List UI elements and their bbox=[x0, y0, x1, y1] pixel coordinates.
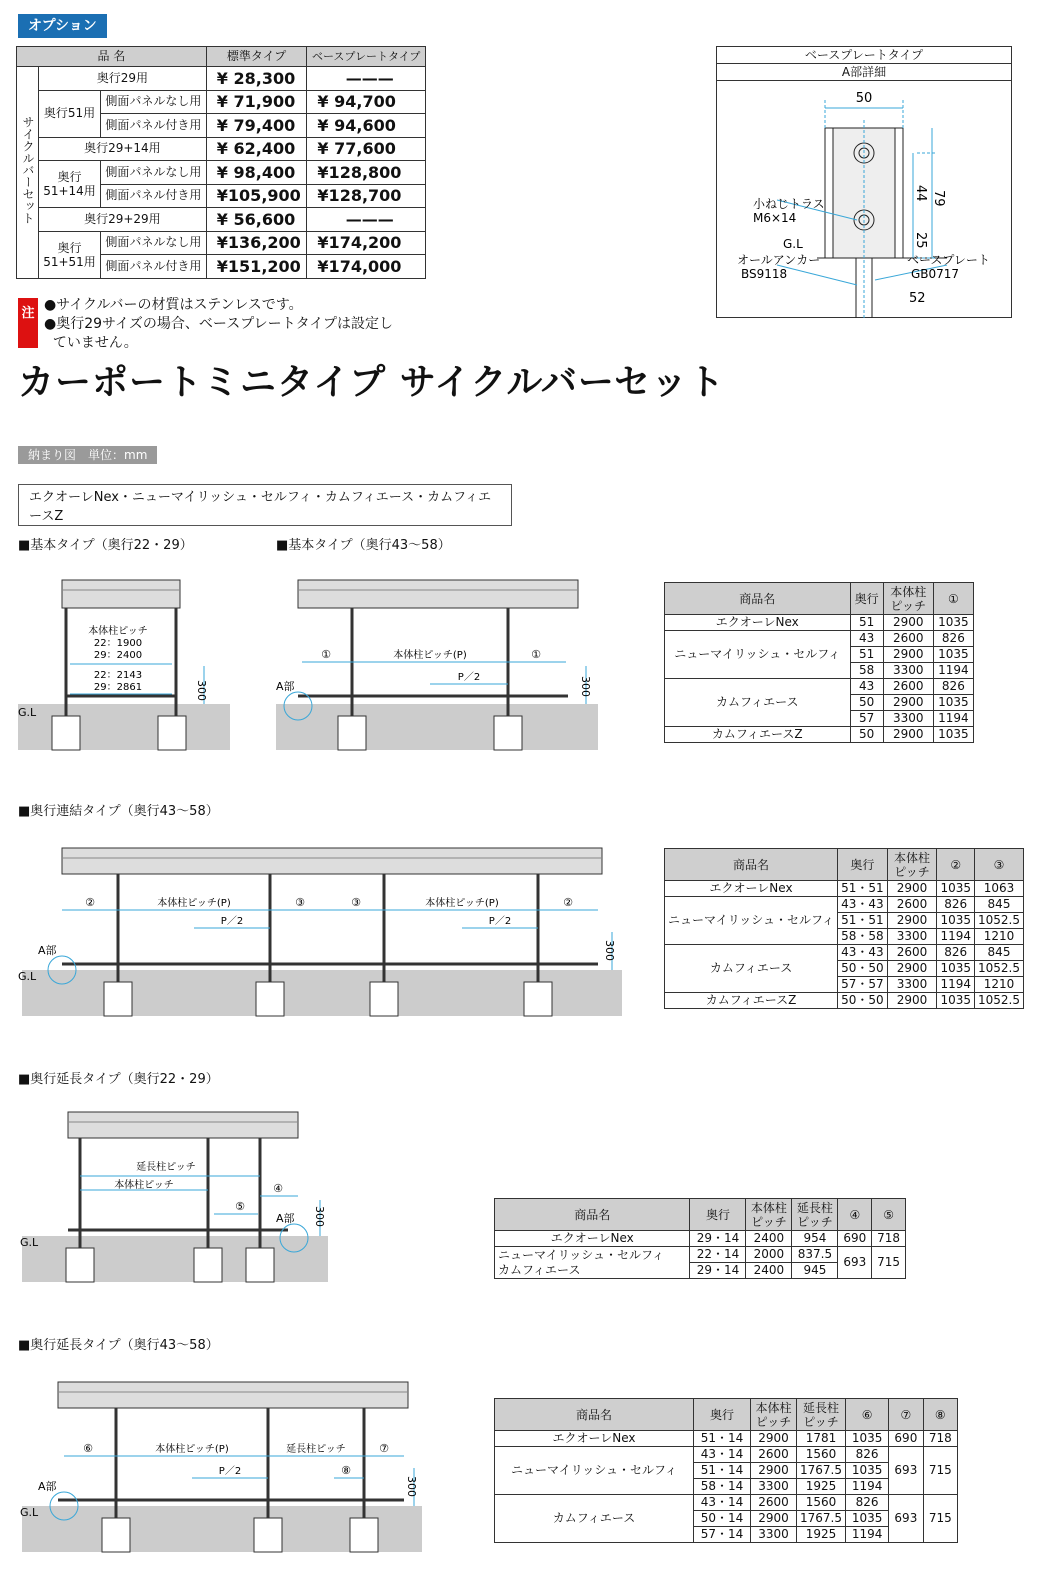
cell: 826 bbox=[937, 945, 975, 961]
cell: 1210 bbox=[975, 929, 1024, 945]
diagram-basic-43-58 bbox=[276, 556, 606, 756]
cell: ニューマイリッシュ・セルフィ bbox=[665, 631, 851, 679]
th: 延長柱ピッチ bbox=[797, 1399, 846, 1431]
cell: 57・14 bbox=[694, 1527, 751, 1543]
page-title: カーポートミニタイプ サイクルバーセット bbox=[18, 362, 726, 403]
label-pitch: 本体柱ピッチ bbox=[88, 626, 148, 637]
cell: 43 bbox=[850, 631, 883, 647]
cell: 51 bbox=[850, 647, 883, 663]
cell: 43・14 bbox=[694, 1495, 751, 1511]
install-label: 納まり図 単位：mm bbox=[18, 446, 157, 464]
cell: 51・14 bbox=[694, 1431, 751, 1447]
cell: エクオーレNex bbox=[665, 615, 851, 631]
price-std: ¥ 62,400 bbox=[206, 137, 307, 161]
label-c2: ② bbox=[85, 896, 95, 909]
cell: 1194 bbox=[937, 977, 975, 993]
note-line: ●奥行29サイズの場合、ベースプレートタイプは設定し bbox=[44, 316, 393, 332]
cell: 29・14 bbox=[690, 1263, 746, 1279]
cell: 845 bbox=[975, 897, 1024, 913]
price-std: ¥ 71,900 bbox=[206, 90, 307, 114]
note-mark: 注 bbox=[18, 298, 38, 348]
label-ext-pitch: 延長柱ピッチ bbox=[136, 1162, 196, 1173]
th: ⑦ bbox=[889, 1399, 923, 1431]
screw-spec: M6×14 bbox=[753, 211, 797, 225]
cell: 826 bbox=[933, 631, 973, 647]
label-pitch22: 22：1900 bbox=[93, 638, 143, 649]
cell: 1194 bbox=[933, 711, 973, 727]
row-variant: 側面パネル付き用 bbox=[101, 255, 207, 279]
cell: 826 bbox=[846, 1495, 889, 1511]
cell: 2600 bbox=[887, 945, 937, 961]
cell: 2900 bbox=[751, 1511, 797, 1527]
cell: 2900 bbox=[887, 913, 937, 929]
label-a-part: A部 bbox=[38, 1480, 57, 1493]
cell: エクオーレNex bbox=[495, 1431, 694, 1447]
price-std: ¥ 56,600 bbox=[206, 208, 307, 232]
cell: 954 bbox=[792, 1231, 838, 1247]
price-base: ¥ 77,600 bbox=[307, 137, 426, 161]
dim-52: 52 bbox=[909, 291, 926, 306]
row-variant: 側面パネル付き用 bbox=[101, 184, 207, 208]
header-standard: 標準タイプ bbox=[206, 47, 307, 67]
product-line: エクオーレNex・ニューマイリッシュ・セルフィ・カムフィエース・カムフィエースZ bbox=[18, 484, 512, 526]
cell: 1194 bbox=[937, 929, 975, 945]
note-line: ていません。 bbox=[44, 335, 138, 351]
cell: 1194 bbox=[933, 663, 973, 679]
cell: 1052.5 bbox=[975, 993, 1024, 1009]
cell: エクオーレNex bbox=[665, 881, 838, 897]
label-pitch: 本体柱ピッチ bbox=[114, 1180, 174, 1191]
diagram-extension-43-58 bbox=[18, 1360, 438, 1556]
label-pitch29: 29：2400 bbox=[93, 650, 143, 661]
cell: 3300 bbox=[751, 1527, 797, 1543]
price-base: ¥128,800 bbox=[307, 161, 426, 185]
cell: 2900 bbox=[883, 727, 933, 743]
dim-50: 50 bbox=[855, 91, 873, 106]
th: ⑧ bbox=[923, 1399, 957, 1431]
label-pitch-p: 本体柱ピッチ(P) bbox=[157, 898, 231, 909]
group-label: サイクルバーセット bbox=[21, 116, 35, 225]
price-std: ¥136,200 bbox=[206, 231, 307, 255]
label-300: 300 bbox=[405, 1476, 418, 1497]
cell: 1925 bbox=[797, 1479, 846, 1495]
plate-spec: GB0717 bbox=[911, 267, 960, 281]
cell: 1560 bbox=[797, 1447, 846, 1463]
label-300: 300 bbox=[313, 1206, 326, 1227]
diagram-basic-22-29 bbox=[18, 556, 248, 756]
spec-table-3 bbox=[494, 1198, 906, 1279]
row-depth: 奥行29用 bbox=[39, 67, 207, 91]
cell: 693 bbox=[889, 1495, 923, 1543]
label-a-part: A部 bbox=[276, 680, 295, 693]
label-gl: G.L bbox=[18, 706, 37, 719]
row-depth: 奥行 51+14用 bbox=[39, 161, 101, 208]
row-variant: 側面パネルなし用 bbox=[101, 231, 207, 255]
cell: 3300 bbox=[887, 977, 937, 993]
cell: 2600 bbox=[751, 1447, 797, 1463]
cell: 22・14 bbox=[690, 1247, 746, 1263]
cell: 1035 bbox=[846, 1511, 889, 1527]
label-c1: ① bbox=[321, 648, 331, 661]
th: 商品名 bbox=[495, 1199, 690, 1231]
cell: 715 bbox=[923, 1447, 957, 1495]
cell: カムフィエース bbox=[498, 1262, 581, 1277]
cell: 845 bbox=[975, 945, 1024, 961]
row-depth: 奥行29+14用 bbox=[39, 137, 207, 161]
cell: 1781 bbox=[797, 1431, 846, 1447]
cell: 693 bbox=[889, 1447, 923, 1495]
cell: 50・14 bbox=[694, 1511, 751, 1527]
cell: 1035 bbox=[937, 913, 975, 929]
cell: 1925 bbox=[797, 1527, 846, 1543]
th: 商品名 bbox=[665, 583, 851, 615]
label-half-p: P／2 bbox=[457, 672, 481, 683]
cell: カムフィエースZ bbox=[665, 727, 851, 743]
price-std: ¥ 28,300 bbox=[206, 67, 307, 91]
cell: ニューマイリッシュ・セルフィ bbox=[498, 1247, 665, 1262]
row-depth: 奥行51用 bbox=[39, 90, 101, 137]
option-tag: オプション bbox=[18, 14, 107, 38]
cell: 2900 bbox=[883, 615, 933, 631]
cell: 43 bbox=[850, 679, 883, 695]
label-half-p: P／2 bbox=[488, 916, 512, 927]
header-product: 品 名 bbox=[17, 47, 207, 67]
cell: 58 bbox=[850, 663, 883, 679]
th: ① bbox=[933, 583, 973, 615]
header-baseplate: ベースプレートタイプ bbox=[307, 47, 426, 67]
cell: 58・14 bbox=[694, 1479, 751, 1495]
cell: 1035 bbox=[846, 1431, 889, 1447]
cell: 2600 bbox=[883, 631, 933, 647]
th: 本体柱ピッチ bbox=[887, 849, 937, 881]
label-c8: ⑧ bbox=[341, 1464, 351, 1477]
cell: 715 bbox=[872, 1247, 906, 1279]
cell: 1210 bbox=[975, 977, 1024, 993]
label-a-part: A部 bbox=[38, 944, 57, 957]
cell: 51 bbox=[850, 615, 883, 631]
cell: 690 bbox=[889, 1431, 923, 1447]
price-base: ¥174,200 bbox=[307, 231, 426, 255]
price-base: ¥ 94,700 bbox=[307, 90, 426, 114]
cell: 1052.5 bbox=[975, 961, 1024, 977]
th: 本体柱ピッチ bbox=[883, 583, 933, 615]
cell: 1063 bbox=[975, 881, 1024, 897]
cell: 826 bbox=[933, 679, 973, 695]
cell: ニューマイリッシュ・セルフィ bbox=[665, 897, 838, 945]
cell: 2400 bbox=[746, 1231, 792, 1247]
label-c2: ② bbox=[563, 896, 573, 909]
cell: 1194 bbox=[846, 1527, 889, 1543]
section-title-3: ■奥行連結タイプ（奥行43〜58） bbox=[18, 804, 219, 819]
cell: 1035 bbox=[937, 961, 975, 977]
cell: 2900 bbox=[883, 695, 933, 711]
cell: 2900 bbox=[887, 881, 937, 897]
label-gl: G.L bbox=[18, 970, 37, 983]
cell: カムフィエース bbox=[665, 945, 838, 993]
label-pitch-p: 本体柱ピッチ(P) bbox=[155, 1444, 229, 1455]
cell: 2000 bbox=[746, 1247, 792, 1263]
cell: 2600 bbox=[751, 1495, 797, 1511]
cell: 50・50 bbox=[838, 993, 888, 1009]
cell: 2900 bbox=[887, 993, 937, 1009]
price-base: ¥ 94,600 bbox=[307, 114, 426, 138]
cell: 2900 bbox=[751, 1431, 797, 1447]
label-ext-pitch: 延長柱ピッチ bbox=[286, 1444, 346, 1455]
th: ④ bbox=[838, 1199, 872, 1231]
cell: 715 bbox=[923, 1495, 957, 1543]
label-c3: ③ bbox=[295, 896, 305, 909]
cell: 945 bbox=[792, 1263, 838, 1279]
option-price-table bbox=[16, 46, 426, 279]
cell: カムフィエースZ bbox=[665, 993, 838, 1009]
th: ⑥ bbox=[846, 1399, 889, 1431]
label-half-p: P／2 bbox=[220, 916, 244, 927]
cell: 51・51 bbox=[838, 881, 888, 897]
cell: 1035 bbox=[937, 993, 975, 1009]
price-base: ——— bbox=[307, 208, 426, 232]
diagram-connected bbox=[18, 824, 638, 1020]
th: 延長柱ピッチ bbox=[792, 1199, 838, 1231]
price-base: ¥174,000 bbox=[307, 255, 426, 279]
dim-44: 44 bbox=[913, 185, 928, 202]
cell: 693 bbox=[838, 1247, 872, 1279]
cell: 1035 bbox=[846, 1463, 889, 1479]
th: 奥行 bbox=[850, 583, 883, 615]
cell: 1767.5 bbox=[797, 1511, 846, 1527]
label-pitch-p: 本体柱ピッチ(P) bbox=[393, 650, 467, 661]
th: ⑤ bbox=[872, 1199, 906, 1231]
label-300: 300 bbox=[603, 940, 616, 961]
detail-a-box bbox=[716, 46, 1012, 318]
cell: 826 bbox=[937, 897, 975, 913]
cell: 690 bbox=[838, 1231, 872, 1247]
price-std: ¥ 98,400 bbox=[206, 161, 307, 185]
cell: 1560 bbox=[797, 1495, 846, 1511]
cell: 1035 bbox=[933, 647, 973, 663]
label-pitch-p: 本体柱ピッチ(P) bbox=[425, 898, 499, 909]
spec-table-2 bbox=[664, 848, 1024, 1009]
cell: 2900 bbox=[751, 1463, 797, 1479]
section-title-5: ■奥行延長タイプ（奥行43〜58） bbox=[18, 1338, 219, 1353]
cell: 2400 bbox=[746, 1263, 792, 1279]
cell: 1035 bbox=[933, 615, 973, 631]
note-line: ●サイクルバーの材質はステンレスです。 bbox=[44, 297, 303, 313]
cell: 43・14 bbox=[694, 1447, 751, 1463]
th: ② bbox=[937, 849, 975, 881]
section-title-2: ■基本タイプ（奥行43〜58） bbox=[276, 538, 451, 553]
anchor-label: オールアンカー bbox=[737, 253, 821, 267]
label-a-part: A部 bbox=[276, 1212, 295, 1225]
gl-label: G.L bbox=[783, 237, 803, 251]
label-gl: G.L bbox=[20, 1506, 39, 1519]
cell: 3300 bbox=[883, 711, 933, 727]
cell: カムフィエース bbox=[665, 679, 851, 727]
row-variant: 側面パネルなし用 bbox=[101, 161, 207, 185]
label-c5: ⑤ bbox=[235, 1200, 245, 1213]
cell: 3300 bbox=[887, 929, 937, 945]
price-base: ¥128,700 bbox=[307, 184, 426, 208]
cell: 1052.5 bbox=[975, 913, 1024, 929]
cell: 2900 bbox=[883, 647, 933, 663]
cell: 2600 bbox=[887, 897, 937, 913]
cell: 2900 bbox=[887, 961, 937, 977]
cell: 50・50 bbox=[838, 961, 888, 977]
label-bar29: 29：2861 bbox=[93, 682, 143, 693]
spec-table-4 bbox=[494, 1398, 958, 1543]
cell: ニューマイリッシュ・セルフィ bbox=[495, 1447, 694, 1495]
cell: 43・43 bbox=[838, 897, 888, 913]
cell: 43・43 bbox=[838, 945, 888, 961]
cell: 2600 bbox=[883, 679, 933, 695]
cell: 1035 bbox=[937, 881, 975, 897]
price-base: ——— bbox=[307, 67, 426, 91]
plate-label: ベースプレート bbox=[907, 253, 990, 267]
cell: 3300 bbox=[751, 1479, 797, 1495]
th: 奥行 bbox=[690, 1199, 746, 1231]
row-depth: 奥行 51+51用 bbox=[39, 231, 101, 278]
th: 奥行 bbox=[838, 849, 888, 881]
label-c7: ⑦ bbox=[379, 1442, 389, 1455]
detail-drawing bbox=[717, 80, 1013, 318]
price-std: ¥151,200 bbox=[206, 255, 307, 279]
price-std: ¥105,900 bbox=[206, 184, 307, 208]
cell: 718 bbox=[872, 1231, 906, 1247]
detail-subtitle: A部詳細 bbox=[717, 64, 1011, 81]
cell: 1035 bbox=[933, 695, 973, 711]
th: 商品名 bbox=[665, 849, 838, 881]
cell: 50 bbox=[850, 727, 883, 743]
row-depth: 奥行29+29用 bbox=[39, 208, 207, 232]
cell: 718 bbox=[923, 1431, 957, 1447]
th: 商品名 bbox=[495, 1399, 694, 1431]
th: ③ bbox=[975, 849, 1024, 881]
cell: 51・51 bbox=[838, 913, 888, 929]
detail-title: ベースプレートタイプ bbox=[717, 47, 1011, 64]
cell: 3300 bbox=[883, 663, 933, 679]
cell: 51・14 bbox=[694, 1463, 751, 1479]
th: 奥行 bbox=[694, 1399, 751, 1431]
dim-79: 79 bbox=[931, 190, 946, 207]
price-std: ¥ 79,400 bbox=[206, 114, 307, 138]
cell: エクオーレNex bbox=[495, 1231, 690, 1247]
section-title-1: ■基本タイプ（奥行22・29） bbox=[18, 538, 193, 553]
row-variant: 側面パネルなし用 bbox=[101, 90, 207, 114]
cell: 50 bbox=[850, 695, 883, 711]
cell: 1035 bbox=[933, 727, 973, 743]
th: 本体柱ピッチ bbox=[746, 1199, 792, 1231]
cell: 1767.5 bbox=[797, 1463, 846, 1479]
label-c6: ⑥ bbox=[83, 1442, 93, 1455]
anchor-spec: BS9118 bbox=[741, 267, 788, 281]
label-300: 300 bbox=[195, 680, 208, 701]
row-variant: 側面パネル付き用 bbox=[101, 114, 207, 138]
label-300: 300 bbox=[579, 676, 592, 697]
section-title-4: ■奥行延長タイプ（奥行22・29） bbox=[18, 1072, 219, 1087]
cell: 29・14 bbox=[690, 1231, 746, 1247]
dim-25: 25 bbox=[913, 232, 928, 249]
screw-label: 小ねじトラス bbox=[753, 197, 825, 211]
label-half-p: P／2 bbox=[218, 1466, 242, 1477]
cell: 57・57 bbox=[838, 977, 888, 993]
cell: 1194 bbox=[846, 1479, 889, 1495]
cell: 58・58 bbox=[838, 929, 888, 945]
cell: 837.5 bbox=[792, 1247, 838, 1263]
label-c1: ① bbox=[531, 648, 541, 661]
label-bar22: 22：2143 bbox=[93, 670, 143, 681]
diagram-extension-22-29 bbox=[18, 1090, 338, 1286]
label-c3: ③ bbox=[351, 896, 361, 909]
notes bbox=[44, 296, 393, 353]
label-gl: G.L bbox=[20, 1236, 39, 1249]
th: 本体柱ピッチ bbox=[751, 1399, 797, 1431]
cell: 57 bbox=[850, 711, 883, 727]
cell: カムフィエース bbox=[495, 1495, 694, 1543]
cell: 826 bbox=[846, 1447, 889, 1463]
spec-table-1 bbox=[664, 582, 974, 743]
label-c4: ④ bbox=[273, 1182, 283, 1195]
